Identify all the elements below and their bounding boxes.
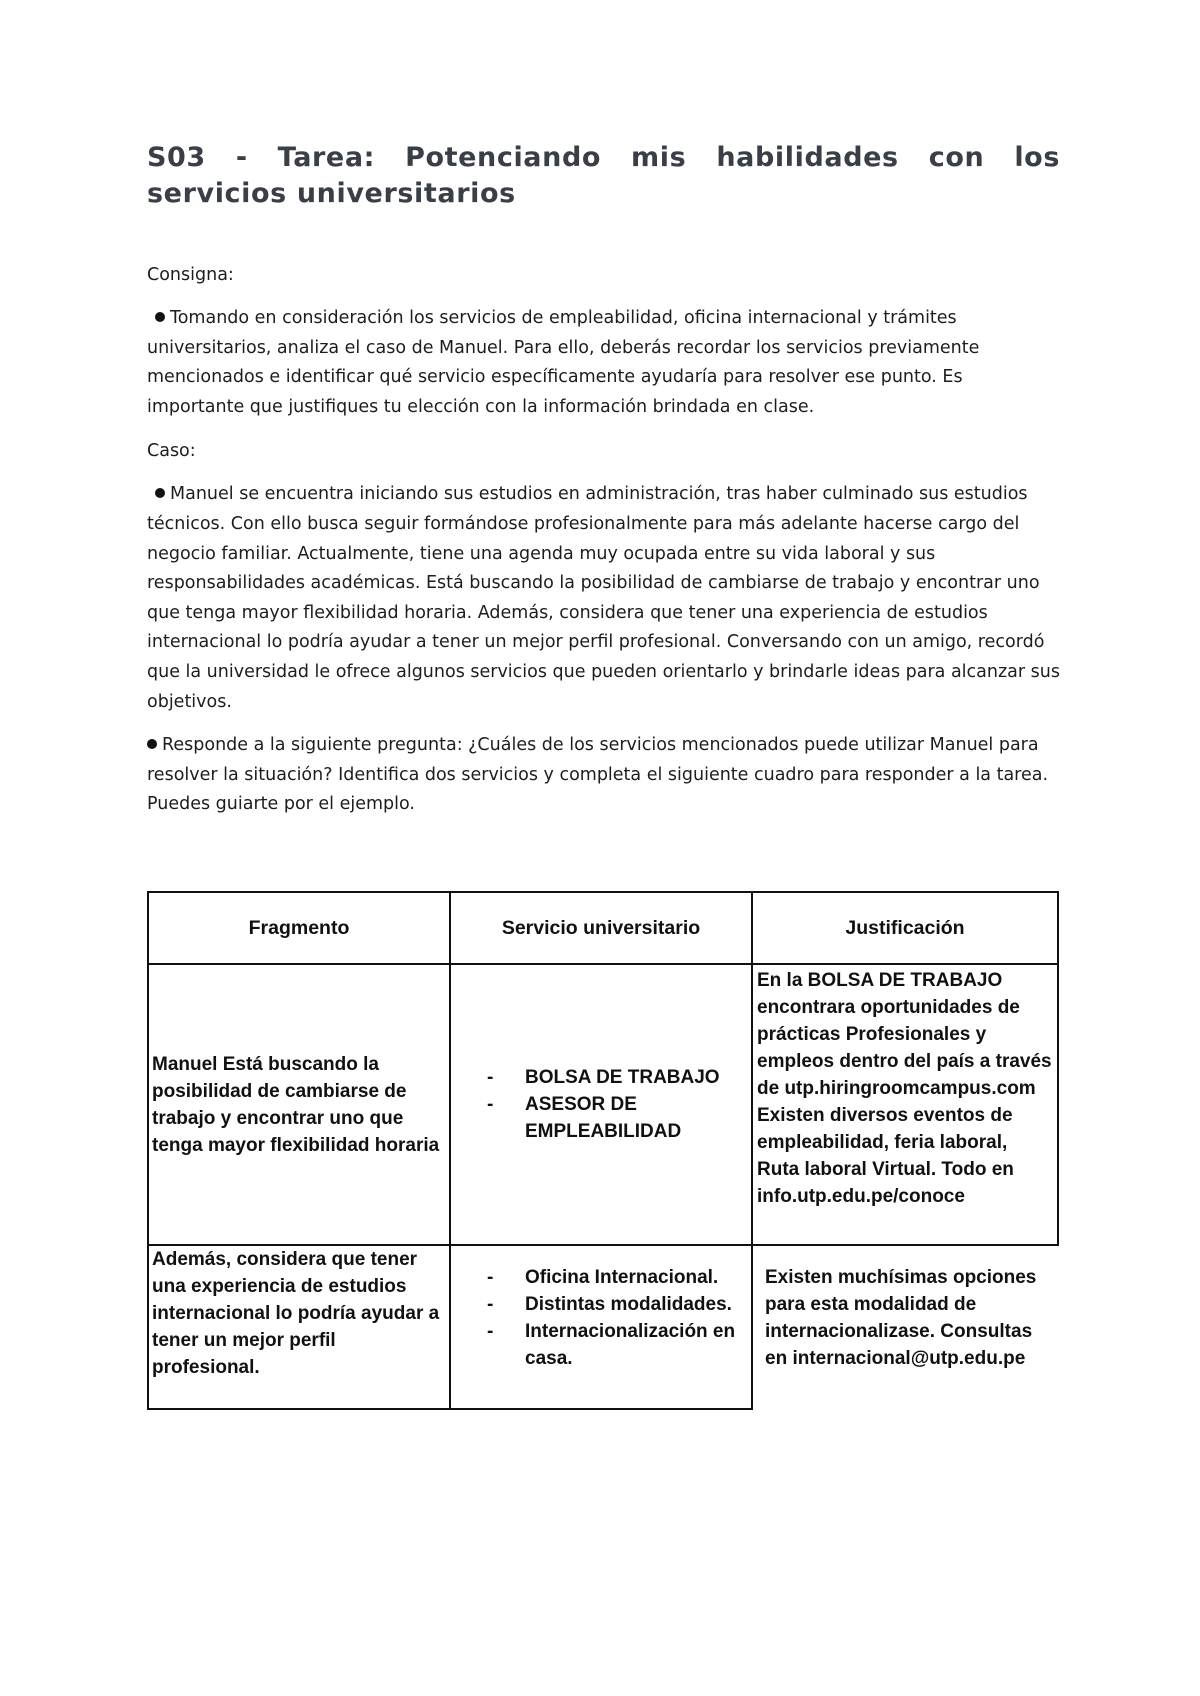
justification-cell: En la BOLSA DE TRABAJO encontrara oportunidades de prácticas Profesionales y empleos dentro del país a través de utp.hiringroomcampus.com Existen diversos eventos de empleabilidad, feria laboral, Ruta laboral Virtual. Todo en info.utp.edu.pe/conoce xyxy=(752,964,1058,1245)
bullet-icon xyxy=(155,312,165,322)
bullet-icon xyxy=(147,739,157,749)
bullet-icon xyxy=(155,488,165,498)
service-list xyxy=(451,1264,751,1372)
caso-label: Caso: xyxy=(147,441,196,462)
pregunta-paragraph xyxy=(147,731,1060,820)
header-servicio: Servicio universitario xyxy=(450,892,752,964)
table-header-row xyxy=(148,892,1058,964)
service-list xyxy=(451,1064,751,1145)
service-item: - Distintas modalidades. xyxy=(487,1291,751,1318)
caso-text: Manuel se encuentra iniciando sus estudios en administración, tras haber culminado sus estudios técnicos. Con ello busca seguir formándose profesionalmente para más adelante hacerse cargo del negocio familiar. Actualmente, tiene una agenda muy ocupada entre su vida laboral y sus responsabilidades académicas. Está buscando la posibilidad de cambiarse de trabajo y encontrar uno que tenga mayor flexibilidad horaria. Además, considera que tener una experiencia de estudios internacional lo podría ayudar a tener un mejor perfil profesional. Conversando con un amigo, recordó que la universidad le ofrece algunos servicios que pueden orientarlo y brindarle ideas para alcanzar sus objetivos. xyxy=(147,484,1060,712)
document-page xyxy=(147,140,1060,820)
justification-cell: Existen muchísimas opciones para esta modalidad de internacionalizase. Consultas en internacional@utp.edu.pe xyxy=(752,1245,1058,1409)
service-cell xyxy=(450,964,752,1245)
service-cell xyxy=(450,1245,752,1409)
consigna-paragraph xyxy=(147,304,1060,422)
header-justificacion: Justificación xyxy=(752,892,1058,964)
service-item: - Oficina Internacional. xyxy=(487,1264,751,1291)
services-table xyxy=(147,891,1059,1410)
pregunta-text: Responde a la siguiente pregunta: ¿Cuáles de los servicios mencionados puede utilizar Manuel para resolver la situación? Identifica dos servicios y completa el siguiente cuadro para responder a la tarea. Puedes guiarte por el ejemplo. xyxy=(147,735,1049,815)
fragment-cell: Además, considera que tener una experiencia de estudios internacional lo podría ayudar a tener un mejor perfil profesional. xyxy=(148,1245,450,1409)
service-item: - BOLSA DE TRABAJO xyxy=(487,1064,751,1091)
table-row xyxy=(148,1245,1058,1409)
consigna-text: Tomando en consideración los servicios de empleabilidad, oficina internacional y trámites universitarios, analiza el caso de Manuel. Para ello, deberás recordar los servicios previamente mencionados e identificar qué servicio específicamente ayudaría para resolver ese punto. Es importante que justifiques tu elección con la información brindada en clase. xyxy=(147,308,980,417)
document-title: S03 - Tarea: Potenciando mis habilidades con los servicios universitarios xyxy=(147,142,1060,209)
table-row xyxy=(148,964,1058,1245)
fragment-cell: Manuel Está buscando la posibilidad de cambiarse de trabajo y encontrar uno que tenga mayor flexibilidad horaria xyxy=(148,964,450,1245)
caso-paragraph xyxy=(147,480,1060,717)
consigna-label: Consigna: xyxy=(147,265,234,285)
service-item: - Internacionalización en casa. xyxy=(487,1318,751,1372)
service-item: - ASESOR DE EMPLEABILIDAD xyxy=(487,1091,751,1145)
header-fragmento: Fragmento xyxy=(148,892,450,964)
